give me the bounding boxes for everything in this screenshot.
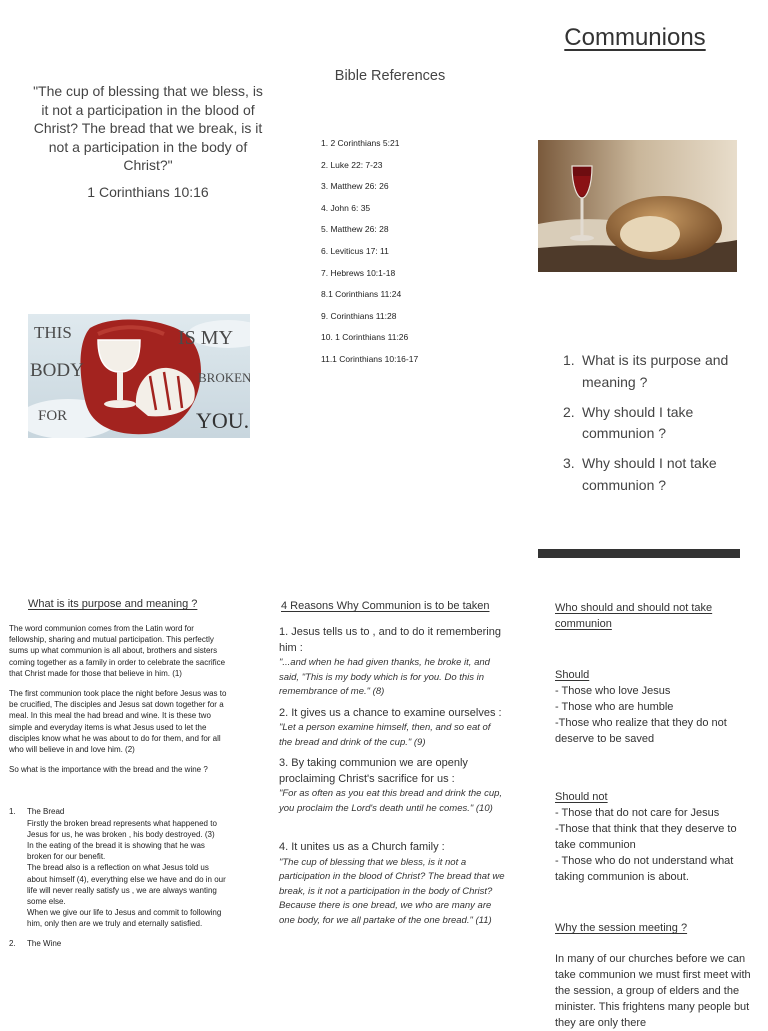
- list-item: 8.1 Corinthians 11:24: [321, 289, 402, 300]
- poster-word-body: BODY: [30, 360, 84, 381]
- list-item: -Those that think that they deserve to take communion: [555, 823, 737, 851]
- poster-word-this: THIS: [34, 323, 72, 342]
- poster-graphic: [28, 314, 250, 438]
- paragraph: The word communion comes from the Latin word for fellowship, sharing and mutual participation. This perfectly sums up what communion is all about, brothers and sisters coming together as a family in order to celebrate the sacrifice that Christ made for those that believe in him. (1): [9, 624, 226, 678]
- list-item: - Those who do not understand what taking communion is about.: [555, 855, 734, 883]
- body-broken-poster-image: [28, 314, 250, 438]
- reason-item: 3. By taking communion we are openly proclaiming Christ's sacrifice for us : "For as often as you eat this bread and drink the cup, you proclaim the Lord's death until he comes." (10): [279, 757, 503, 814]
- session-text: In many of our churches before we can take communion we must first meet with the session, a group of elders and the minister. This frightens many people but they are only there: [555, 953, 751, 1029]
- reason-item: 2. It gives us a chance to examine ourselves : "Let a person examine himself, then, and so eat of the bread and drink of the cup." (9): [279, 706, 502, 748]
- list-item: 2. The Wine: [9, 938, 62, 948]
- should-heading: Should: [555, 669, 590, 681]
- list-item: 3. Matthew 26: 26: [321, 181, 389, 192]
- reasons-list: [279, 625, 505, 928]
- list-item: 9. Corinthians 11:28: [321, 310, 397, 321]
- scripture-quote: "The cup of blessing that we bless, is it not a participation in the blood of Christ? The bread that we break, is it not a participation in the body of Christ?": [33, 83, 263, 173]
- reason-item: 4. It unites us as a Church family : "The cup of blessing that we bless, is it not a participation in the blood of Christ? The bread that we break, is it not a participation in the body of Christ? Because there is one bread, we who are many are one body, for we all partake of the one bread." (11): [279, 841, 505, 926]
- session-heading: Why the session meeting ?: [555, 922, 688, 934]
- list-item: 1. 2 Corinthians 5:21: [321, 138, 400, 148]
- list-item: 1. What is its purpose and meaning ?: [563, 352, 729, 390]
- list-item: 4. John 6: 35: [321, 202, 371, 213]
- list-item: 1. The Bread Firstly the broken bread represents what happened to Jesus for us, he was broken , his body destroyed. (3) In the eating of the bread it is showing that he was broken for our benefit. The bread also is a reflection on what Jesus told us about himself (4), everything else we have and do in our life will never really satisfy us , we are always wanting some else. When we give our life to Jesus and commit to following him, only then are we truly and eternally satisfied.: [9, 807, 226, 929]
- list-item: 5. Matthew 26: 28: [321, 224, 389, 235]
- bread-wine-graphic: [538, 140, 737, 272]
- poster-word-for: FOR: [38, 408, 68, 424]
- reason-item: 1. Jesus tells us to , and to do it remembering him : "...and when he had given thanks, he broke it, and said, "This is my body which is for you. Do this in remembrance of me." (8): [279, 626, 501, 697]
- list-item: 10. 1 Corinthians 11:26: [321, 332, 409, 343]
- list-item: - Those who are humble: [555, 701, 674, 713]
- bible-references-heading: Bible References: [334, 68, 446, 84]
- divider-bar: [538, 549, 740, 558]
- list-item: 2. Luke 22: 7-23: [321, 159, 383, 170]
- bread-and-wine-image: [538, 140, 737, 272]
- questions-list: [563, 350, 763, 505]
- list-item: 2. Why should I take communion ?: [563, 403, 694, 441]
- list-item: 11.1 Corinthians 10:16-17: [321, 353, 419, 364]
- purpose-body: [9, 623, 231, 949]
- list-item: 6. Leviticus 17: 11: [321, 245, 389, 256]
- poster-word-broken: BROKEN: [198, 370, 250, 385]
- list-item: 7. Hebrews 10:1-18: [321, 267, 396, 278]
- who-should-heading: Who should and should not take communion: [555, 602, 713, 630]
- list-item: -Those who realize that they do not deserve to be saved: [555, 717, 727, 745]
- list-item: - Those who love Jesus: [555, 685, 671, 697]
- who-should-section: [555, 600, 755, 1031]
- paragraph: So what is the importance with the bread and the wine ?: [9, 765, 208, 775]
- reasons-heading: 4 Reasons Why Communion is to be taken: [281, 600, 490, 612]
- purpose-heading: What is its purpose and meaning ?: [28, 598, 198, 610]
- scripture-quote-reference: 1 Corinthians 10:16: [87, 184, 209, 200]
- bible-references-list: [321, 138, 418, 376]
- page-title: Communions: [564, 24, 706, 51]
- poster-word-you: YOU.: [196, 408, 250, 433]
- paragraph: The first communion took place the night before Jesus was to be crucified, The disciples and Jesus sat down together for a meal. In this meal the had bread and wine. It is these two simple and everyday items is what Jesus used to let the disciples know what he was about to do for them, and for all who will believe in and love him. (2): [9, 689, 227, 755]
- list-item: - Those that do not care for Jesus: [555, 807, 720, 819]
- list-item: 3. Why should I not take communion ?: [563, 455, 717, 493]
- should-not-heading: Should not: [555, 791, 608, 803]
- poster-word-is-my: IS MY: [178, 327, 234, 349]
